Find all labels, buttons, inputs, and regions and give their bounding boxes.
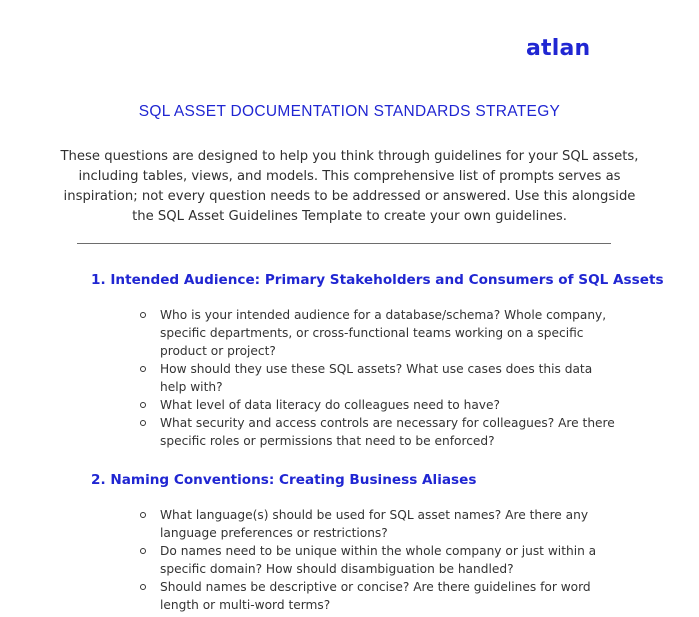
intro-paragraph: These questions are designed to help you think through guidelines for your SQL assets, including tables, views, and models. This comprehensive list of prompts serves as inspiration; not every question needs to be addressed or answered. Use this alongside the SQL Asset Guidelines Template to create your own guidelines. — [60, 149, 639, 224]
page-title: SQL ASSET DOCUMENTATION STANDARDS STRATEGY — [138, 103, 561, 120]
hollow-bullet-icon — [140, 402, 146, 408]
question-text: How should they use these SQL assets? What use cases does this data help with? — [160, 362, 593, 394]
section-heading: 2. Naming Conventions: Creating Business Aliases — [91, 472, 477, 488]
question-text: What language(s) should be used for SQL asset names? Are there any language preferences or restrictions? — [160, 508, 589, 540]
hollow-bullet-icon — [140, 366, 146, 372]
hollow-bullet-icon — [140, 420, 146, 426]
list-item — [138, 506, 618, 542]
question-text: Who is your intended audience for a database/schema? Whole company, specific departments, or cross-functional teams working on a specific product or project? — [160, 308, 607, 358]
section-intended-audience — [91, 272, 664, 448]
question-list — [138, 506, 618, 614]
section-heading: 1. Intended Audience: Primary Stakeholders and Consumers of SQL Assets — [91, 272, 664, 288]
hollow-bullet-icon — [140, 312, 146, 318]
hollow-bullet-icon — [140, 512, 146, 518]
hollow-bullet-icon — [140, 548, 146, 554]
list-item — [138, 306, 618, 360]
hollow-bullet-icon — [140, 584, 146, 590]
question-text: Do names need to be unique within the whole company or just within a specific domain? How should disambiguation be handled? — [160, 544, 597, 576]
list-item — [138, 396, 618, 414]
section-naming-conventions — [91, 472, 631, 612]
question-text: What security and access controls are necessary for colleagues? Are there specific roles or permissions that need to be enforced? — [160, 416, 615, 448]
list-item — [138, 542, 618, 578]
list-item — [138, 414, 618, 450]
list-item — [138, 578, 618, 614]
question-list — [138, 306, 618, 450]
list-item — [138, 360, 618, 396]
question-text: Should names be descriptive or concise? Are there guidelines for word length or multi-word terms? — [160, 580, 591, 612]
atlan-logo: atlan — [526, 36, 591, 61]
question-text: What level of data literacy do colleagues need to have? — [160, 398, 500, 412]
section-divider — [77, 243, 611, 244]
